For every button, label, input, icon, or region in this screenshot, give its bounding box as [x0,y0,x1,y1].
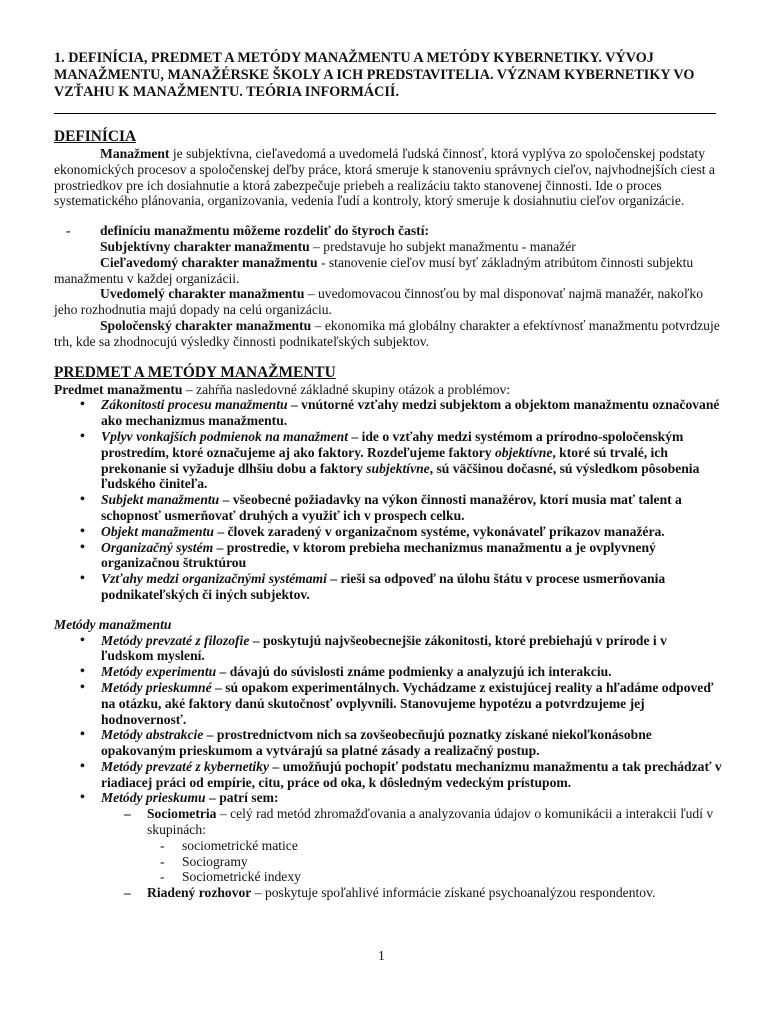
sociometria-list [54,838,722,885]
predmet-term: Predmet manažmentu [54,381,183,397]
list-item: - Sociogramy [54,854,722,870]
section-title-predmet: PREDMET A METÓDY MANAŽMENTU [54,363,336,381]
item-term: Subjekt manažmentu [101,492,220,508]
part-text: – ekonomika má globálny charakter a efektívnosť manažmentu potvrdzuje trh, kde sa zhodnocujú výsledky činnosti podnikateľských subjektov. [54,317,720,349]
item-text: – poskytujú najvšeobecnejšie zákonitosti, ktoré prebiehajú v prírode i v ľudskom myslení. [101,632,667,664]
item-text: – umožňujú pochopiť podstatu mechanizmu manažmentu a tak prechádzať v riadiacej práci od empírie, citu, práce od oka, k dôsledným vedeckým prístupom. [101,758,722,790]
part-text: – predstavuje ho subjekt manažmentu - manažér [309,238,576,254]
definition-part [54,286,722,318]
item-term: Metódy experimentu [101,664,217,680]
list-item: - Sociometrické indexy [54,869,722,885]
list-item [54,397,722,429]
document-body [54,128,722,901]
item-term: Riadený rozhovor [147,885,252,901]
item-text: – poskytuje spoľahlivé informácie získané psychoanalýzou respondentov. [251,885,656,901]
definition-term: Manažment [100,146,170,161]
item-text: – sú opakom experimentálnych. Vychádzame z existujúcej reality a hľadáme odpoveď na otázku, aké faktory danú skutočnosť ovplyvnili. Stanovujeme hypotézu a potvrdzujeme jej hodnovernosť. [101,679,714,727]
list-item [54,680,722,727]
list-item [54,633,722,665]
list-item [54,806,722,838]
item-term: Zákonitosti procesu manažmentu [101,397,288,413]
item-text: – človek zaradený v organizačnom systéme, vykonávateľ príkazov manažéra. [213,523,665,539]
part-term: Cieľavedomý charakter manažmentu [100,254,318,270]
predmet-text: – zahŕňa nasledovné základné skupiny otázok a problémov: [182,381,511,397]
definition-paragraph [54,146,722,209]
list-item [54,524,722,540]
item-text: – vnútorné vzťahy medzi subjektom a objektom manažmentu označované ako mechanizmus manažmentu. [101,397,720,429]
item-term: Metódy prieskumu [101,790,206,806]
item-term: Metódy prieskumné [101,679,212,695]
item-text: – ide o vzťahy medzi systémom a prírodno-spoločenským prostredím, ktoré označujeme aj ako faktory. Rozdeľujeme faktory [101,428,684,460]
item-text: – dávajú do súvislosti známe podmienky a analyzujú ich interakciu. [216,664,612,680]
item-italic: subjektívne [366,460,430,476]
part-term: Spoločenský charakter manažmentu [100,317,312,333]
page-number: 1 [378,948,385,963]
item-italic: objektívne [494,444,553,460]
item-term: Metódy prevzaté z filozofie [101,632,250,648]
item-term: Metódy abstrakcie [101,727,204,743]
item-text: , sú väčšinou dočasné, sú výsledkom pôsobenia ľudského činiteľa. [101,460,700,492]
list-item [54,540,722,572]
list-item [54,429,722,492]
item-text: , ktoré sú trvalé, ich prekonanie si vyžaduje dlhšiu dobu a faktory [101,444,668,476]
predmet-lead [54,382,722,398]
definition-part [54,239,722,255]
list-item [54,571,722,603]
section-title-definicia: DEFINÍCIA [54,128,137,145]
part-text: - stanovenie cieľov musí byť základným atribútom činnosti subjektu manažmentu v každej organizácii. [54,254,694,286]
definition-part [54,255,722,287]
list-item: - sociometrické matice [54,838,722,854]
item-term: Metódy prevzaté z kybernetiky [101,758,269,774]
prieskum-list-2 [54,885,722,901]
item-text: – všeobecné požiadavky na výkon činnosti manažérov, ktorí musia mať talent a schopnosť usmerňovať druhých a využiť ich v prospech celku. [101,492,682,523]
definition-parts-intro: - definíciu manažmentu môžeme rozdeliť do štyroch častí: [54,223,722,239]
definition-part [54,318,722,350]
section-title-metody: Metódy manažmentu [54,616,172,632]
predmet-list [54,397,722,602]
list-item [54,759,722,791]
item-text: – rieši sa odpoveď na úlohu štátu v procese usmerňovania podnikateľských či iných subjektov. [101,571,666,602]
page-title: 1. DEFINÍCIA, PREDMET A METÓDY MANAŽMENTU A METÓDY KYBERNETIKY. VÝVOJ MANAŽMENTU, MANAŽÉRSKE ŠKOLY A ICH PREDSTAVITELIA. VÝZNAM KYBERNETIKY VO VZŤAHU K MANAŽMENTU. TEÓRIA INFORMÁCIÍ. [54,50,695,100]
item-term: Vplyv vonkajších podmienok na manažment [101,428,348,444]
list-item [54,492,722,524]
title-divider [54,113,716,114]
item-text: – patrí sem: [205,790,279,806]
definition-text: je subjektívna, cieľavedomá a uvedomelá ľudská činnosť, ktorá vyplýva zo spoločenskej podstaty ekonomických procesov a spoločenskej deľby práce, ktorá smeruje k stanoveniu správnych cieľov, najvhodnejších ciest a prostriedkov pre ich dosiahnutie a ktorá zabezpečuje priebeh a realizáciu takto stanovenej činnosti. Ide o proces systematického plánovania, organizovania, vedenia ľudí a kontroly, ktorý smeruje k dosiahnutiu cieľov organizácie. [54,146,715,209]
list-item [54,664,722,680]
item-text: – celý rad metód zhromažďovania a analyzovania údajov o komunikácii a interakcii ľudí v skupinách: [147,806,714,838]
list-item [54,885,722,901]
item-term: Organizačný systém [101,539,214,555]
item-text: – prostredníctvom nich sa zovšeobecňujú poznatky získané niekoľkonásobne opakovaným prieskumom a vytvárajú sa platné zásady a realizačný postup. [101,727,652,759]
list-item [54,727,722,759]
prieskum-list [54,806,722,838]
list-item [54,790,722,806]
part-term: Subjektívny charakter manažmentu [100,238,310,254]
part-term: Uvedomelý charakter manažmentu [100,286,305,302]
item-term: Objekt manažmentu [101,523,214,539]
item-term: Sociometria [147,806,217,822]
metody-list [54,633,722,807]
item-text: – prostredie, v ktorom prebieha mechanizmus manažmentu a je ovplyvnený organizačnou štruktúrou [101,539,656,571]
part-text: – uvedomovacou činnosťou by mal disponovať najmä manažér, nakoľko jeho rozhodnutia majú dopady na celú organizáciu. [54,286,704,318]
item-term: Vzťahy medzi organizačnými systémami [101,571,327,587]
